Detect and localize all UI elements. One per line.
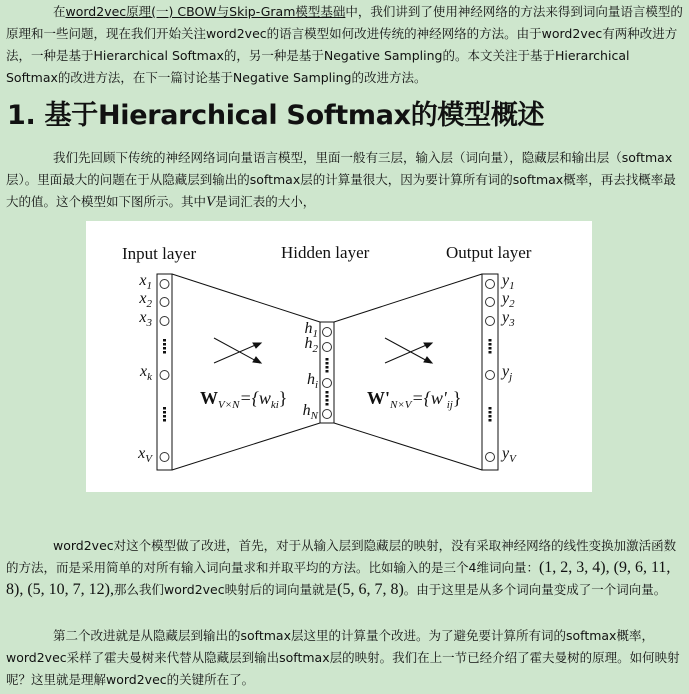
hidden-node-label: $h_2$ <box>304 335 318 355</box>
network-diagram-svg <box>86 221 592 492</box>
output-ellipsis <box>489 415 492 418</box>
input-node-label: $x_1$ <box>139 272 152 292</box>
hidden-ellipsis <box>326 370 329 373</box>
improvement-one-text: word2vec对这个模型做了改进，首先，对于从输入层到隐藏层的映射，没有采取神经网络的线性变换加激活函数的方法，而是采用简单的对所有输入词向量求和并取平均的方法。比如输入的是三个4维词向量： <box>6 538 677 575</box>
output-layer-box <box>482 274 498 470</box>
output-node-label: $y_1$ <box>502 272 515 292</box>
output-ellipsis <box>489 411 492 414</box>
input-ellipsis <box>163 351 166 354</box>
overview-tail: 是词汇表的大小， <box>215 194 316 209</box>
model-overview-paragraph <box>6 147 684 213</box>
output-node-label: $y_j$ <box>502 363 513 383</box>
input-ellipsis <box>163 419 166 422</box>
input-ellipsis <box>163 347 166 350</box>
section-heading: 1. 基于Hierarchical Softmax的模型概述 <box>7 100 545 131</box>
output-ellipsis <box>489 339 492 342</box>
hidden-ellipsis <box>326 358 329 361</box>
improvement-two-text: 第二个改进就是从隐藏层到输出的softmax层这里的计算量个改进。为了避免要计算所有词的softmax概率，word2vec采样了霍夫曼树来代替从隐藏层到输出softmax层的映射。我们在上一节已经介绍了霍夫曼树的原理。如何映射呢？这里就是理解word2vec的关键所在了。 <box>6 628 680 687</box>
input-ellipsis <box>163 415 166 418</box>
hidden-node-label: $h_N$ <box>302 402 318 422</box>
output-ellipsis <box>489 419 492 422</box>
output-ellipsis <box>489 351 492 354</box>
output-ellipsis <box>489 347 492 350</box>
cbow-skipgram-article-link[interactable]: word2vec原理(一) CBOW与Skip-Gram模型基础 <box>65 4 346 19</box>
averaged-vector-math: (5, 6, 7, 8) <box>337 581 404 598</box>
cross-arrows-left <box>214 338 261 363</box>
cross-arrows-right <box>385 338 432 363</box>
output-node-label: $y_V$ <box>502 445 516 465</box>
hidden-ellipsis <box>326 391 329 394</box>
improvement-one-paragraph <box>6 535 684 601</box>
hidden-node-label: $h_i$ <box>306 371 318 391</box>
output-node-label: $y_3$ <box>502 309 515 329</box>
output-ellipsis <box>489 407 492 410</box>
output-layer-label: Output layer <box>446 243 532 262</box>
input-ellipsis <box>163 411 166 414</box>
vocab-size-var: V <box>206 194 216 210</box>
intro-prefix: 在 <box>53 4 66 19</box>
input-node-label: $x_k$ <box>140 363 152 383</box>
input-node-label: $x_V$ <box>138 445 152 465</box>
input-ellipsis <box>163 343 166 346</box>
input-layer-label: Input layer <box>122 244 197 263</box>
input-node-label: $x_3$ <box>139 309 152 329</box>
weight-matrix-w: $W_{V\times N}=\{w_{ki}\}$ <box>200 388 288 411</box>
hidden-ellipsis <box>326 395 329 398</box>
hidden-ellipsis <box>326 366 329 369</box>
improvement-one-text-2: 那么我们word2vec映射后的词向量就是 <box>113 582 338 597</box>
overview-text: 我们先回顾下传统的神经网络词向量语言模型，里面一般有三层，输入层（词向量），隐藏层和输出层（softmax层）。里面最大的问题在于从隐藏层到输出的softmax层的计算量很大，因为要计算所有词的softmax概率，再去找概率最大的值。这个模型如下图所示。其中 <box>6 150 676 209</box>
input-node-label: $x_2$ <box>139 290 152 310</box>
hidden-ellipsis <box>326 399 329 402</box>
intro-text: 中，我们讲到了使用神经网络的方法来得到词向量语言模型的原理和一些问题，现在我们开始关注word2vec的语言模型如何改进传统的神经网络的方法。由于word2vec有两种改进方法，一种是基于Hierarchical Softmax的，另一种是基于Negative Sampling的。本文关注于基于Hierarchical Softmax的改进方法，在下一篇讨论基于Negative Sampling的改进方法。 <box>6 4 683 85</box>
improvement-two-paragraph <box>6 625 684 691</box>
input-ellipsis <box>163 339 166 342</box>
output-ellipsis <box>489 343 492 346</box>
intro-paragraph <box>6 1 684 89</box>
input-layer-box <box>157 274 172 470</box>
output-node-label: $y_2$ <box>502 290 515 310</box>
network-diagram <box>86 221 592 492</box>
hidden-node-label: $h_1$ <box>304 320 318 340</box>
input-vectors-math: (1, 2, 3, 4), (9, 6, 11, 8), (5, 10, 7, 12), <box>6 559 671 598</box>
weight-matrix-w-prime: $W'_{N\times V}=\{w'_{ij}\}$ <box>367 388 462 411</box>
hidden-layer-label: Hidden layer <box>281 243 370 262</box>
hidden-ellipsis <box>326 403 329 406</box>
improvement-one-text-3: 。由于这里是从多个词向量变成了一个词向量。 <box>403 582 667 597</box>
input-ellipsis <box>163 407 166 410</box>
hidden-ellipsis <box>326 362 329 365</box>
